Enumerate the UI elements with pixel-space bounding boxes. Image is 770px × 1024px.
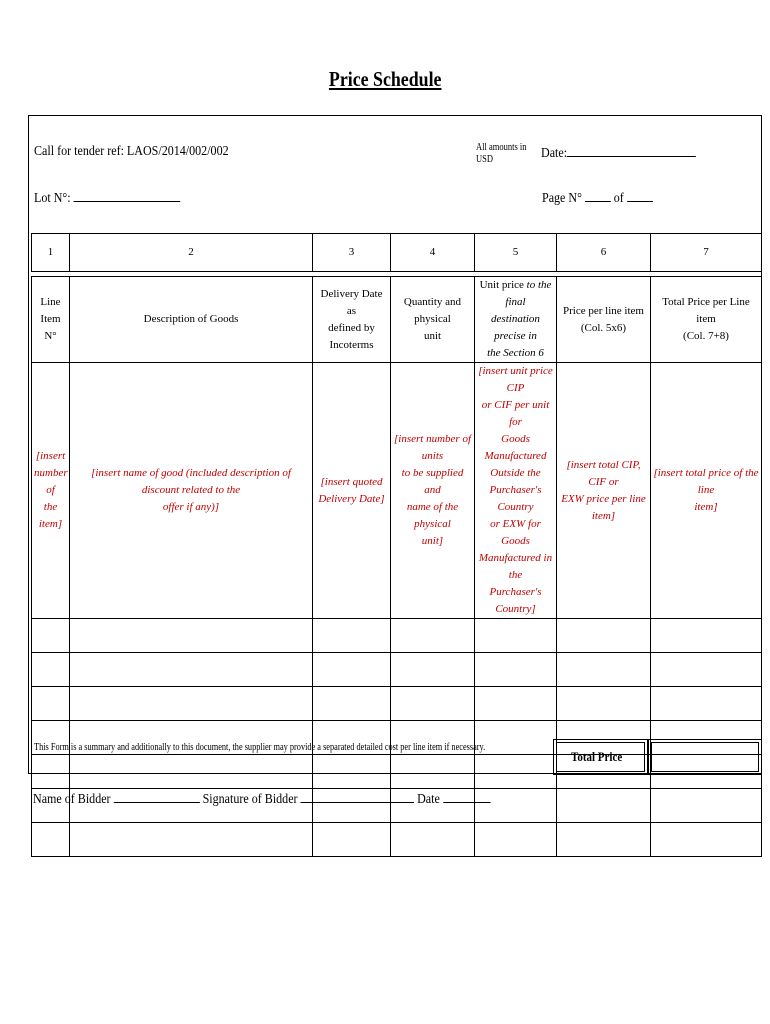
instruction-total-price: [insert total price of the line item] <box>651 363 762 619</box>
table-row[interactable] <box>32 687 762 721</box>
header-description: Description of Goods <box>70 277 313 363</box>
page-number-field[interactable]: Page N° of <box>542 189 671 207</box>
total-price-field[interactable] <box>648 739 762 775</box>
instruction-delivery-date: [insert quoted Delivery Date] <box>313 363 391 619</box>
col-number-3: 3 <box>313 234 391 272</box>
header-price-per-line: Price per line item (Col. 5x6) <box>557 277 651 363</box>
bidder-signature-field[interactable] <box>301 790 415 803</box>
total-price-label: Total Price <box>553 739 648 775</box>
table-row[interactable] <box>32 823 762 857</box>
instruction-price-per-line: [insert total CIP, CIF or EXW price per line item] <box>557 363 651 619</box>
amounts-currency-note: All amounts in USD <box>476 142 527 165</box>
instruction-description: [insert name of good (included description of discount related to the offer if any)] <box>70 363 313 619</box>
column-number-row <box>31 233 762 272</box>
lot-number-field[interactable]: Lot N°: <box>34 189 204 207</box>
date-label: Date <box>417 792 440 807</box>
signature-date-field[interactable] <box>443 790 490 803</box>
instruction-row <box>32 363 762 619</box>
bidder-name-label: Name of Bidder <box>33 792 111 807</box>
col-number-1: 1 <box>32 234 70 272</box>
instruction-unit-price: [insert unit price CIP or CIF per unit for Goods Manufactured Outside the Purchaser's Country or EXW for Goods Manufactured in the Purchaser's Country] <box>475 363 557 619</box>
col-number-7: 7 <box>651 234 762 272</box>
bidder-signature-label: Signature of Bidder <box>202 792 298 807</box>
signature-line <box>33 790 565 808</box>
table-row[interactable] <box>32 619 762 653</box>
date-field[interactable]: Date: <box>541 144 721 162</box>
page-title: Price Schedule <box>328 67 442 91</box>
col-number-4: 4 <box>391 234 475 272</box>
summary-note: This Form is a summary and additionally to this document, the supplier may provide a separated detailed cost per line item if necessary. <box>34 742 486 753</box>
bidder-name-field[interactable] <box>114 790 200 803</box>
col-number-5: 5 <box>475 234 557 272</box>
tender-ref: Call for tender ref: LAOS/2014/002/002 <box>34 144 229 159</box>
header-delivery-date: Delivery Date as defined by Incoterms <box>313 277 391 363</box>
col-number-2: 2 <box>70 234 313 272</box>
header-total-price: Total Price per Line item (Col. 7+8) <box>651 277 762 363</box>
table-row[interactable] <box>32 653 762 687</box>
header-line-item: Line Item N° <box>32 277 70 363</box>
header-unit-price: Unit price to the final destination precise in the Section 6 <box>475 277 557 363</box>
instruction-quantity: [insert number of units to be supplied and name of the physical unit] <box>391 363 475 619</box>
column-header-row <box>32 277 762 363</box>
instruction-line-item: [insert number of the item] <box>32 363 70 619</box>
header-quantity: Quantity and physical unit <box>391 277 475 363</box>
col-number-6: 6 <box>557 234 651 272</box>
